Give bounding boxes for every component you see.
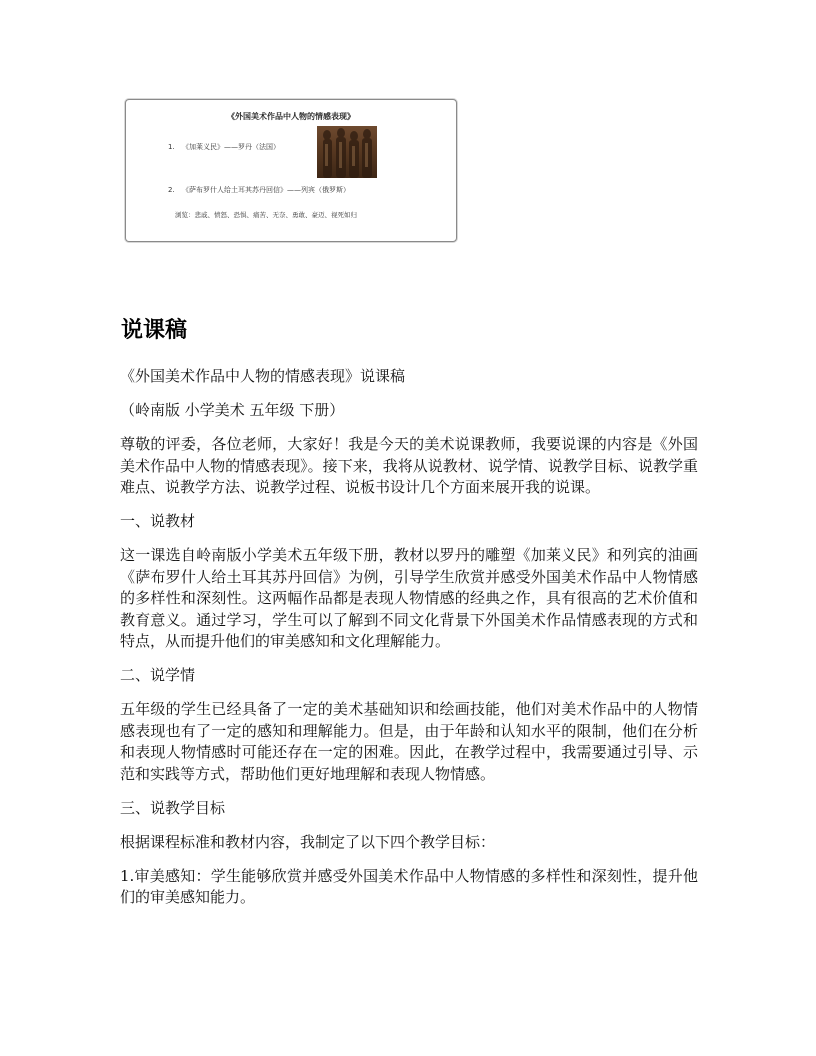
paragraph: 1.审美感知：学生能够欣赏并感受外国美术作品中人物情感的多样性和深刻性，提升他们的审美感知能力。 xyxy=(120,866,698,906)
intro-paragraph: 尊敬的评委，各位老师，大家好！我是今天的美术说课教师，我要说课的内容是《外国美术作品中人物的情感表现》。接下来，我将从说教材、说学情、说教学目标、说教学重难点、说教学方法、说教学过程、说板书设计几个方面来展开我的说课。 xyxy=(120,435,698,496)
section-heading: 三、说教学目标 xyxy=(120,798,226,817)
section-heading: 一、说教材 xyxy=(120,512,196,530)
sculpture-photo xyxy=(317,126,377,178)
paragraph: 这一课选自岭南版小学美术五年级下册，教材以罗丹的雕塑《加莱义民》和列宾的油画《萨布罗什人给土耳其苏丹回信》为例，引导学生欣赏并感受外国美术作品中人物情感的多样性和深刻性。这两幅作品都是表现人物情感的经典之作，具有很高的艺术价值和教育意义。通过学习，学生可以了解到不同文化背景下外国美术作品情感表现的方式和特点，从而提升他们的审美感知和文化理解能力。 xyxy=(120,546,698,650)
slide-note: 浏览：悲戚、愤怒、恐惧、痛苦、无奈、勇敢、豪迈、视死如归 xyxy=(175,211,357,219)
doc-title-line: 《外国美术作品中人物的情感表现》说课稿 xyxy=(120,367,406,385)
paragraph: 五年级的学生已经具备了一定的美术基础知识和绘画技能，他们对美术作品中的人物情感表现也有了一定的感知和理解能力。但是，由于年龄和认知水平的限制，他们在分析和表现人物情感时可能还存在一定的困难。因此，在教学过程中，我需要通过引导、示范和实践等方式，帮助他们更好地理解和表现人物情感。 xyxy=(120,700,698,783)
slide-list-item xyxy=(168,185,350,195)
section-heading: 二、说学情 xyxy=(120,666,196,684)
document-body xyxy=(120,366,698,921)
document-heading: 说课稿 xyxy=(121,318,188,343)
slide-item-text: 《萨布罗什人给土耳其苏丹回信》——列宾（俄罗斯） xyxy=(182,186,350,194)
slide-title: 《外国美术作品中人物的情感表现》 xyxy=(227,112,355,121)
slide-item-text: 《加莱义民》——罗丹（法国） xyxy=(182,143,280,151)
edition-line: （岭南版 小学美术 五年级 下册） xyxy=(120,401,345,419)
slide-list-item xyxy=(168,142,280,152)
slide-item-number: 1. xyxy=(168,143,175,151)
paragraph: 根据课程标准和教材内容，我制定了以下四个教学目标： xyxy=(120,832,496,851)
embedded-slide-image xyxy=(125,99,457,242)
slide-item-number: 2. xyxy=(168,186,175,194)
